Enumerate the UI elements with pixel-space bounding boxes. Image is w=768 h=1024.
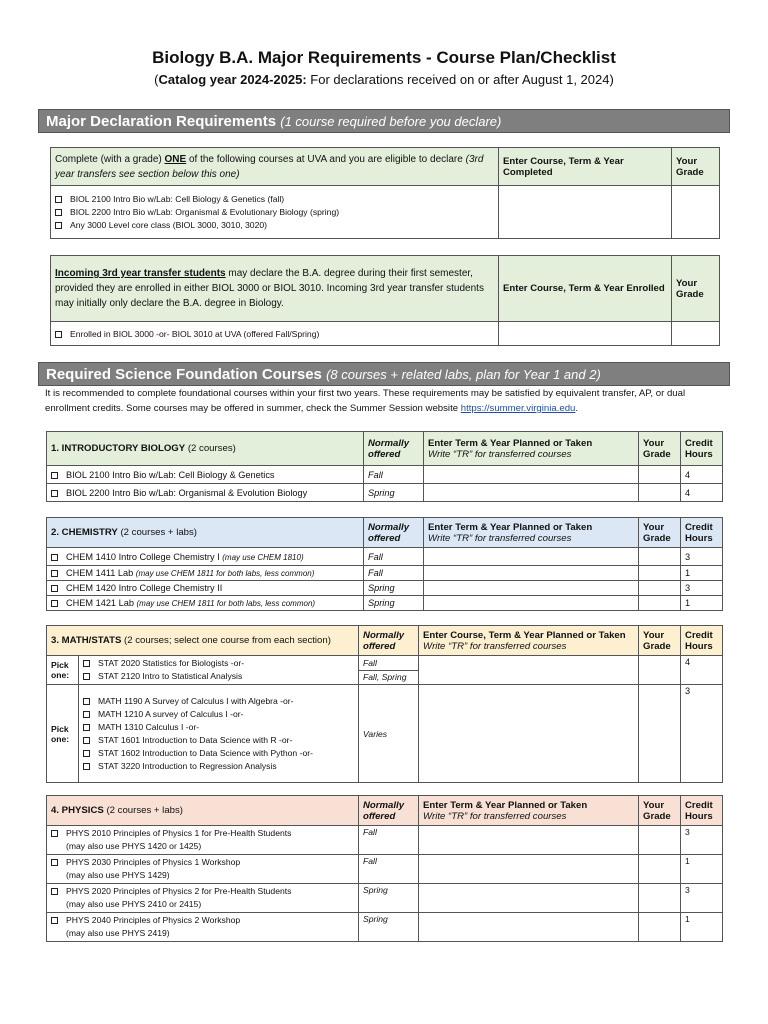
checkbox-icon[interactable]	[55, 196, 62, 203]
enter-term-cell[interactable]	[419, 826, 639, 855]
course-cell[interactable]: PHYS 2040 Principles of Physics 2 Workshop (may also use PHYS 2419)	[47, 913, 359, 942]
course-cell[interactable]: CHEM 1410 Intro College Chemistry I (may use CHEM 1810)	[47, 548, 364, 566]
list-item[interactable]: BIOL 2100 Intro Bio w/Lab: Cell Biology & Genetics (fall)	[55, 193, 494, 206]
course-cell[interactable]: PHYS 2020 Principles of Physics 2 for Pre-Health Students (may also use PHYS 2410 or 2415)	[47, 884, 359, 913]
offered-cell: Fall	[364, 548, 424, 566]
table-row	[47, 581, 723, 596]
course-cell[interactable]: BIOL 2100 Intro Bio w/Lab: Cell Biology & Genetics	[47, 466, 364, 484]
enter-term-cell[interactable]	[424, 484, 639, 502]
table-row	[47, 826, 723, 855]
biology-heading: 1. INTRODUCTORY BIOLOGY (2 courses)	[47, 432, 364, 466]
physics-heading: 4. PHYSICS (2 courses + labs)	[47, 796, 359, 826]
offered-cell: Varies	[359, 685, 419, 783]
col-enter-term: Enter Term & Year Planned or Taken Write “TR” for transferred courses	[424, 432, 639, 466]
enter-term-cell[interactable]	[419, 913, 639, 942]
table-row	[47, 466, 723, 484]
enter-term-cell[interactable]	[419, 855, 639, 884]
checkbox-icon[interactable]	[51, 490, 58, 497]
checkbox-icon[interactable]	[51, 830, 58, 837]
credit-cell: 3	[681, 548, 723, 566]
checkbox-icon[interactable]	[51, 917, 58, 924]
offered-cell: Spring	[359, 913, 419, 942]
offered-cell: Fall	[359, 826, 419, 855]
offered-cell: Spring	[364, 581, 424, 596]
checkbox-icon[interactable]	[83, 724, 90, 731]
chemistry-table	[46, 517, 723, 611]
offered-cell: Fall	[359, 855, 419, 884]
catalog-year: Catalog year 2024-2025:	[158, 72, 307, 87]
math-heading: 3. MATH/STATS (2 courses; select one course from each section)	[47, 626, 359, 656]
offered-cell: Spring	[364, 596, 424, 611]
page-title: Biology B.A. Major Requirements - Course Plan/Checklist	[152, 48, 616, 67]
offered-cell: Spring	[364, 484, 424, 502]
credit-cell: 3	[681, 685, 723, 783]
grade-cell[interactable]	[672, 186, 720, 239]
credit-cell: 1	[681, 596, 723, 611]
col-normally-offered: Normally offered	[364, 518, 424, 548]
grade-cell[interactable]	[639, 466, 681, 484]
declaration-section-title: Major Declaration Requirements	[46, 113, 277, 130]
list-item[interactable]: STAT 2120 Intro to Statistical Analysis	[83, 670, 354, 683]
col-your-grade: Your Grade	[639, 518, 681, 548]
declaration-section-bar	[38, 109, 730, 133]
enter-course-cell[interactable]	[499, 186, 672, 239]
grade-cell[interactable]	[639, 656, 681, 685]
checkbox-icon[interactable]	[51, 888, 58, 895]
grade-cell[interactable]	[639, 581, 681, 596]
col-credit-hours: Credit Hours	[681, 432, 723, 466]
checkbox-icon[interactable]	[55, 331, 62, 338]
declaration-course-list	[51, 186, 499, 239]
credit-cell: 1	[681, 855, 723, 884]
chemistry-heading: 2. CHEMISTRY (2 courses + labs)	[47, 518, 364, 548]
declaration-table	[50, 147, 720, 239]
credit-cell: 3	[681, 884, 723, 913]
table-row	[47, 913, 723, 942]
offered-cell: Fall	[364, 566, 424, 581]
grade-cell[interactable]	[672, 322, 720, 346]
stat-course-options	[79, 656, 359, 685]
checkbox-icon[interactable]	[83, 763, 90, 770]
course-cell[interactable]: CHEM 1420 Intro College Chemistry II	[47, 581, 364, 596]
checkbox-icon[interactable]	[83, 737, 90, 744]
enter-term-cell[interactable]	[424, 581, 639, 596]
course-cell[interactable]: BIOL 2200 Intro Bio w/Lab: Organismal & Evolution Biology	[47, 484, 364, 502]
list-item[interactable]: MATH 1210 A survey of Calculus I -or-	[83, 708, 354, 721]
enter-term-cell[interactable]	[419, 884, 639, 913]
pick-one-label: Pick one:	[47, 685, 79, 783]
col-your-grade: Your Grade	[672, 256, 720, 322]
grade-cell[interactable]	[639, 826, 681, 855]
list-item[interactable]: STAT 1601 Introduction to Data Science with R -or-	[83, 734, 354, 747]
foundation-intro: It is recommended to complete foundational courses within your first two years. These requirements may be satisfied by equivalent transfer, AP, or dual enrollment credits. Some courses may be offered in summer, check the Summer Session website https://summer.virginia.edu.	[45, 388, 686, 414]
checkbox-icon[interactable]	[51, 585, 58, 592]
offered-cell: Fall	[364, 466, 424, 484]
col-enter-term: Enter Term & Year Planned or Taken Write “TR” for transferred courses	[424, 518, 639, 548]
enter-term-cell[interactable]	[424, 466, 639, 484]
list-item[interactable]: BIOL 2200 Intro Bio w/Lab: Organismal & Evolutionary Biology (spring)	[55, 206, 494, 219]
col-credit-hours: Credit Hours	[681, 518, 723, 548]
foundation-section-note: (8 courses + related labs, plan for Year 1 and 2)	[326, 367, 601, 382]
math-course-options	[79, 685, 359, 783]
grade-cell[interactable]	[639, 484, 681, 502]
table-row	[47, 656, 723, 685]
list-item[interactable]: Enrolled in BIOL 3000 -or- BIOL 3010 at UVA (offered Fall/Spring)	[51, 322, 499, 346]
checkbox-icon[interactable]	[51, 600, 58, 607]
transfer-lead: Incoming 3rd year transfer students	[55, 268, 226, 279]
checkbox-icon[interactable]	[83, 660, 90, 667]
enter-term-cell[interactable]	[419, 656, 639, 685]
table-row	[47, 484, 723, 502]
pick-one-label: Pick one:	[47, 656, 79, 685]
col-credit-hours: Credit Hours	[681, 626, 723, 656]
checkbox-icon[interactable]	[83, 698, 90, 705]
checkbox-icon[interactable]	[83, 750, 90, 757]
list-item[interactable]: STAT 3220 Introduction to Regression Analysis	[83, 760, 354, 773]
offered-cell: Spring	[359, 884, 419, 913]
course-cell[interactable]: CHEM 1411 Lab (may use CHEM 1811 for both labs, less common)	[47, 566, 364, 581]
table-row	[47, 596, 723, 611]
col-your-grade: Your Grade	[639, 626, 681, 656]
checkbox-icon[interactable]	[55, 222, 62, 229]
course-cell[interactable]: PHYS 2030 Principles of Physics 1 Workshop (may also use PHYS 1429)	[47, 855, 359, 884]
credit-cell: 1	[681, 566, 723, 581]
transfer-table	[50, 255, 720, 346]
list-item[interactable]: MATH 1190 A Survey of Calculus I with Algebra -or-	[83, 695, 354, 708]
checkbox-icon[interactable]	[83, 711, 90, 718]
course-cell[interactable]: CHEM 1421 Lab (may use CHEM 1811 for both labs, less common)	[47, 596, 364, 611]
col-enter-completed: Enter Course, Term & Year Completed	[499, 148, 672, 186]
col-normally-offered: Normally offered	[359, 796, 419, 826]
col-normally-offered: Normally offered	[364, 432, 424, 466]
col-enter-enrolled: Enter Course, Term & Year Enrolled	[499, 256, 672, 322]
credit-cell: 3	[681, 826, 723, 855]
checkbox-icon[interactable]	[51, 554, 58, 561]
credit-cell: 4	[681, 656, 723, 685]
credit-cell: 1	[681, 913, 723, 942]
declaration-section-note: (1 course required before you declare)	[280, 114, 502, 129]
declaration-instructions: Complete (with a grade) ONE of the following courses at UVA and you are eligible to declare (3rd year transfers see section below this one)	[51, 148, 499, 186]
table-row	[47, 855, 723, 884]
enter-term-cell[interactable]	[424, 596, 639, 611]
table-row	[47, 548, 723, 566]
course-cell[interactable]: PHYS 2010 Principles of Physics 1 for Pre-Health Students (may also use PHYS 1420 or 1425)	[47, 826, 359, 855]
col-enter-term: Enter Term & Year Planned or Taken Write “TR” for transferred courses	[419, 796, 639, 826]
col-credit-hours: Credit Hours	[681, 796, 723, 826]
grade-cell[interactable]	[639, 548, 681, 566]
list-item[interactable]: STAT 2020 Statistics for Biologists -or-	[83, 657, 354, 670]
grade-cell[interactable]	[639, 884, 681, 913]
checkbox-icon[interactable]	[51, 859, 58, 866]
one-emphasis: ONE	[164, 153, 187, 165]
col-normally-offered: Normally offered	[359, 626, 419, 656]
checkbox-icon[interactable]	[55, 209, 62, 216]
enter-term-cell[interactable]	[419, 685, 639, 783]
checkbox-icon[interactable]	[51, 472, 58, 479]
physics-table	[46, 795, 723, 942]
transfer-instructions: Incoming 3rd year transfer students may declare the B.A. degree during their first semester, provided they are enrolled in either BIOL 3000 or BIOL 3010. Incoming 3rd year transfer students may initially only declare the B.A. degree in Biology.	[51, 256, 499, 322]
foundation-section-title: Required Science Foundation Courses	[46, 366, 322, 383]
credit-cell: 4	[681, 484, 723, 502]
credit-cell: 4	[681, 466, 723, 484]
enter-term-cell[interactable]	[424, 566, 639, 581]
declaration-date-note: For declarations received on or after August 1, 2024	[306, 72, 610, 87]
col-enter-course-term: Enter Course, Term & Year Planned or Taken Write “TR” for transferred courses	[419, 626, 639, 656]
col-your-grade: Your Grade	[639, 796, 681, 826]
grade-cell[interactable]	[639, 855, 681, 884]
grade-cell[interactable]	[639, 913, 681, 942]
table-row	[47, 685, 723, 783]
list-item[interactable]: MATH 1310 Calculus I -or-	[83, 721, 354, 734]
checkbox-icon[interactable]	[51, 570, 58, 577]
enter-course-cell[interactable]	[499, 322, 672, 346]
summer-session-link[interactable]: https://summer.virginia.edu	[460, 403, 576, 414]
table-row	[47, 566, 723, 581]
col-your-grade: Your Grade	[672, 148, 720, 186]
credit-cell: 3	[681, 581, 723, 596]
grade-cell[interactable]	[639, 685, 681, 783]
grade-cell[interactable]	[639, 596, 681, 611]
grade-cell[interactable]	[639, 566, 681, 581]
checkbox-icon[interactable]	[83, 673, 90, 680]
offered-cell: Fall Fall, Spring	[359, 656, 419, 685]
col-your-grade: Your Grade	[639, 432, 681, 466]
foundation-section-bar	[38, 362, 730, 386]
math-stats-table	[46, 625, 723, 783]
list-item[interactable]: Any 3000 Level core class (BIOL 3000, 3010, 3020)	[55, 219, 494, 232]
table-row	[47, 884, 723, 913]
enter-term-cell[interactable]	[424, 548, 639, 566]
biology-table	[46, 431, 723, 502]
page-subtitle: (Catalog year 2024-2025: For declarations received on or after August 1, 2024)	[154, 72, 614, 87]
list-item[interactable]: STAT 1602 Introduction to Data Science with Python -or-	[83, 747, 354, 760]
